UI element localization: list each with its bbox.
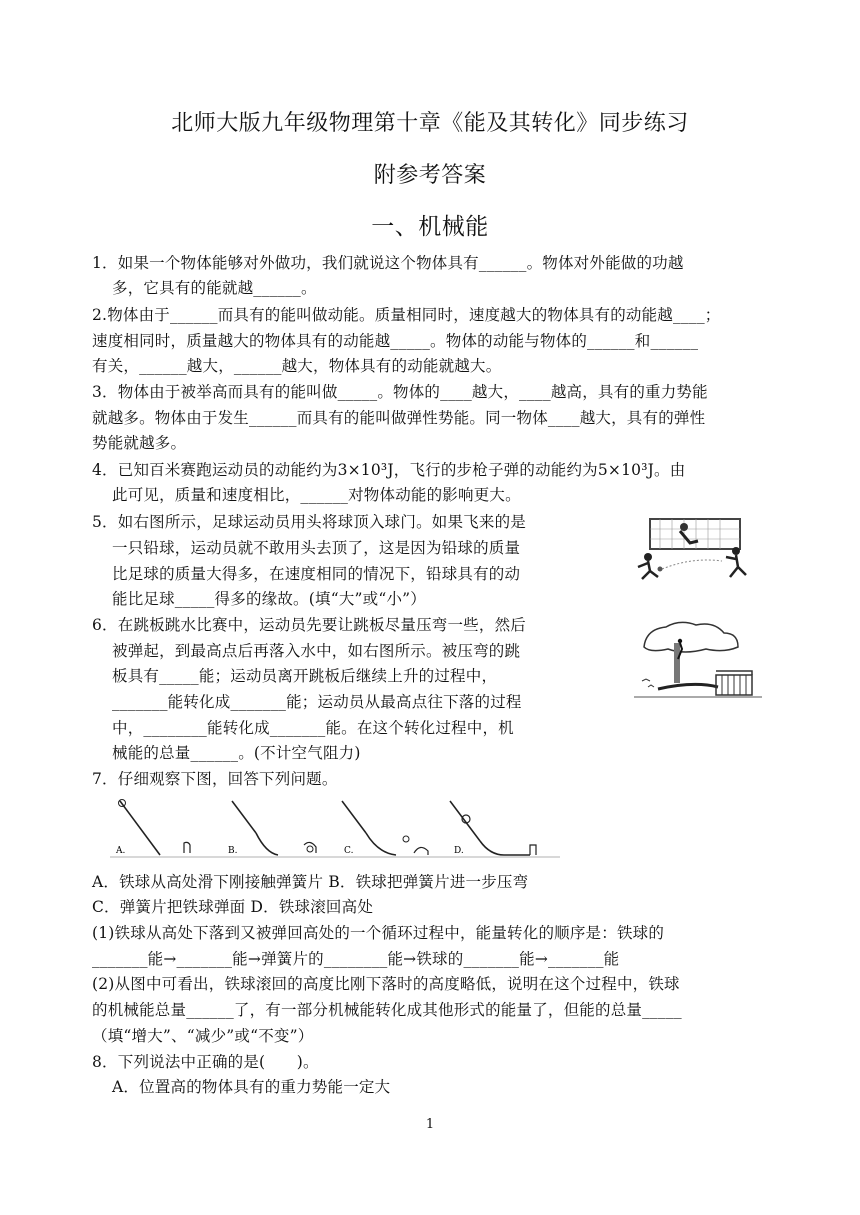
question-6-line-5: 中，________能转化成_______能。在这个转化过程中，机 xyxy=(112,719,514,737)
question-1-line-1: 1．如果一个物体能够对外做功，我们就说这个物体具有______。物体对外能做的功越 xyxy=(92,254,684,272)
question-7-option-ab: A．铁球从高处滑下刚接触弹簧片 B．铁球把弹簧片进一步压弯 xyxy=(92,873,529,891)
soccer-header-illustration xyxy=(632,513,756,581)
panel-b xyxy=(228,801,316,856)
iron-ball-spring-sequence-diagram xyxy=(110,797,570,861)
question-6-line-4: _______能转化成_______能；运动员从最高点往下落的过程 xyxy=(112,693,522,711)
diving-board-illustration xyxy=(634,617,762,701)
question-7-part-2-line-2: 的机械能总量______了，有一部分机械能转化成其他形式的能量了，但能的总量_____ xyxy=(92,1001,682,1019)
question-3-line-3: 势能就越多。 xyxy=(92,434,187,452)
question-6-line-6: 械能的总量______。(不计空气阻力) xyxy=(112,744,361,762)
question-2-line-3: 有关，______越大，______越大，物体具有的动能就越大。 xyxy=(92,357,502,375)
question-6-line-1: 6．在跳板跳水比赛中，运动员先要让跳板尽量压弯一些，然后 xyxy=(92,616,526,634)
question-7-part-2-line-3: （填“增大”、“减少”或“不变”） xyxy=(92,1027,314,1045)
question-8-option-a: A．位置高的物体具有的重力势能一定大 xyxy=(112,1078,391,1096)
question-7-part-1-line-1: (1)铁球从高处下落到又被弹回高处的一个循环过程中，能量转化的顺序是：铁球的 xyxy=(92,924,665,942)
question-5-line-2: 一只铅球，运动员就不敢用头去顶了，这是因为铅球的质量 xyxy=(112,539,521,557)
question-7-option-cd: C．弹簧片把铁球弹面 D．铁球滚回高处 xyxy=(92,898,374,916)
question-5-line-1: 5．如右图所示，足球运动员用头将球顶入球门。如果飞来的是 xyxy=(92,513,526,531)
question-7-line-1: 7．仔细观察下图，回答下列问题。 xyxy=(92,770,338,788)
section-title: 一、机械能 xyxy=(371,214,489,240)
question-6-line-2: 被弹起，到最高点后再落入水中，如右图所示。被压弯的跳 xyxy=(112,642,521,660)
label-a: A. xyxy=(116,846,126,856)
question-5-line-3: 比足球的质量大得多，在速度相同的情况下，铅球具有的动 xyxy=(112,565,521,583)
panel-d xyxy=(450,801,536,856)
page-number: 1 xyxy=(425,1117,435,1132)
document-subtitle: 附参考答案 xyxy=(373,163,487,188)
label-b: B. xyxy=(228,846,238,856)
label-c: C. xyxy=(344,846,354,856)
panel-c xyxy=(342,801,428,856)
question-7-part-1-line-2: _______能→_______能→弹簧片的________能→铁球的_______能→_______能 xyxy=(92,950,620,968)
question-5-line-4: 能比足球_____得多的缘故。(填“大”或“小”） xyxy=(112,590,426,608)
question-8-line-1: 8．下列说法中正确的是( )。 xyxy=(92,1053,319,1071)
question-3-line-2: 就越多。物体由于发生______而具有的能叫做弹性势能。同一物体____越大，具有的弹性 xyxy=(92,409,706,427)
question-3-line-1: 3．物体由于被举高而具有的能叫做_____。物体的____越大，____越高，具有的重力势能 xyxy=(92,383,708,401)
question-7-part-2-line-1: (2)从图中可看出，铁球滚回的高度比刚下落时的高度略低，说明在这个过程中，铁球 xyxy=(92,975,680,993)
question-4-line-2: 此可见，质量和速度相比，______对物体动能的影响更大。 xyxy=(112,486,521,504)
question-2-line-1: 2.物体由于______而具有的能叫做动能。质量相同时，速度越大的物体具有的动能越____； xyxy=(92,306,721,324)
panel-a xyxy=(115,800,190,857)
document-title: 北师大版九年级物理第十章《能及其转化》同步练习 xyxy=(171,111,689,136)
question-2-line-2: 速度相同时，质量越大的物体具有的动能越_____。物体的动能与物体的______和______ xyxy=(92,332,699,350)
question-1-line-2: 多，它具有的能就越______。 xyxy=(112,279,317,297)
question-6-line-3: 板具有_____能；运动员离开跳板后继续上升的过程中， xyxy=(112,667,498,685)
label-d: D. xyxy=(454,846,464,856)
question-4-line-1: 4．已知百米赛跑运动员的动能约为3×10³J，飞行的步枪子弹的动能约为5×10³J。由 xyxy=(92,461,686,479)
